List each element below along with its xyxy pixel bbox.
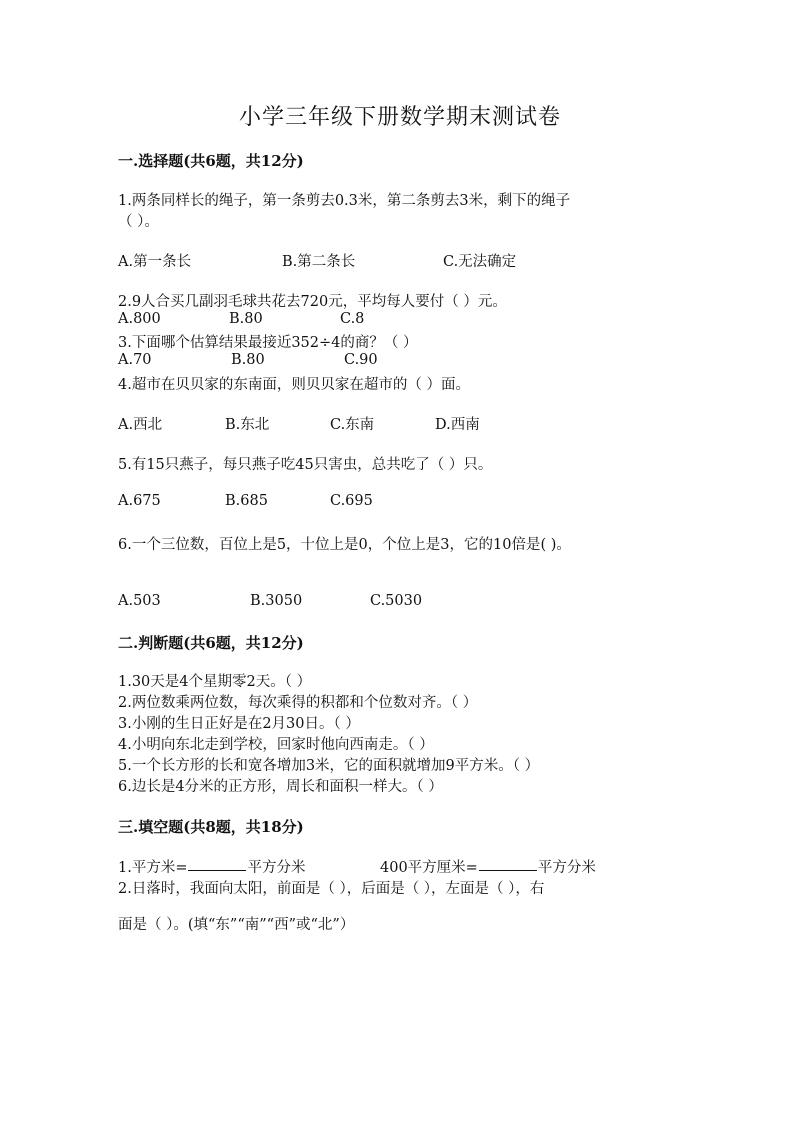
question-6-option-b[interactable]: B.3050: [250, 593, 303, 609]
question-5-option-a[interactable]: A.675: [118, 493, 161, 509]
question-6-option-a[interactable]: A.503: [118, 593, 161, 609]
question-5-option-b[interactable]: B.685: [225, 493, 268, 509]
question-6-option-c[interactable]: C.5030: [370, 593, 423, 609]
judgement-item-4: 4.小明向东北走到学校，回家时他向西南走。（ ）: [118, 737, 434, 753]
question-3-option-a[interactable]: A.70: [118, 352, 152, 368]
judgement-item-6: 6.边长是4分米的正方形，周长和面积一样大。（ ）: [118, 779, 443, 795]
question-4-option-b[interactable]: B.东北: [225, 417, 270, 433]
fill-question-2-line2: 面是（ ）。(填“东”“南”“西”或“北”）: [118, 917, 355, 933]
question-4-option-d[interactable]: D.西南: [435, 417, 480, 433]
question-5-option-c[interactable]: C.695: [330, 493, 373, 509]
question-3-stem: 3.下面哪个估算结果最接近352÷4的商？（ ）: [118, 335, 418, 351]
question-3-option-b[interactable]: B.80: [231, 352, 265, 368]
question-3-option-c[interactable]: C.90: [344, 352, 378, 368]
question-6-stem: 6.一个三位数，百位上是5，十位上是0，个位上是3，它的10倍是( )。: [118, 537, 571, 553]
answer-blank[interactable]: [479, 869, 537, 871]
fill-question-2-line1: 2.日落时，我面向太阳，前面是（ ），后面是（ ），左面是（ ），右: [118, 881, 545, 897]
judgement-item-1: 1.30天是4个星期零2天。（ ）: [118, 674, 312, 690]
section-heading-choice: 一.选择题(共6题，共12分): [118, 152, 304, 170]
question-4-stem: 4.超市在贝贝家的东南面，则贝贝家在超市的（ ）面。: [118, 377, 470, 393]
question-2-option-b[interactable]: B.80: [229, 311, 263, 327]
judgement-item-3: 3.小刚的生日正好是在2月30日。（ ）: [118, 716, 360, 732]
question-2-option-c[interactable]: C.8: [340, 311, 365, 327]
fill-1a-prefix: 1.平方米=: [118, 860, 188, 876]
question-1-option-a[interactable]: A.第一条长: [118, 254, 192, 270]
question-1-option-c[interactable]: C.无法确定: [443, 254, 517, 270]
question-4-option-a[interactable]: A.西北: [118, 417, 163, 433]
fill-1b-suffix: 平方分米: [537, 860, 596, 876]
question-1-stem-cont: （ ）。: [118, 214, 159, 230]
fill-1a-suffix: 平方分米: [247, 860, 306, 876]
fill-1b-prefix: 400平方厘米=: [380, 860, 478, 876]
section-heading-fill: 三.填空题(共8题，共18分): [118, 818, 304, 836]
question-1-option-b[interactable]: B.第二条长: [282, 254, 356, 270]
fill-question-1a: [118, 856, 305, 877]
question-1-stem: 1.两条同样长的绳子，第一条剪去0.3米，第二条剪去3米，剩下的绳子: [118, 193, 571, 209]
fill-question-1b: [380, 856, 596, 877]
question-2-option-a[interactable]: A.800: [118, 311, 161, 327]
section-heading-judgement: 二.判断题(共6题，共12分): [118, 634, 304, 652]
answer-blank[interactable]: [188, 869, 246, 871]
judgement-item-2: 2.两位数乘两位数，每次乘得的积都和个位数对齐。（ ）: [118, 695, 478, 711]
page-title: 小学三年级下册数学期末测试卷: [238, 105, 561, 130]
judgement-item-5: 5.一个长方形的长和宽各增加3米，它的面积就增加9平方米。（ ）: [118, 758, 540, 774]
question-2-stem: 2.9人合买几副羽毛球共花去720元，平均每人要付（ ）元。: [118, 294, 507, 310]
question-4-option-c[interactable]: C.东南: [330, 417, 375, 433]
question-5-stem: 5.有15只燕子，每只燕子吃45只害虫，总共吃了（ ）只。: [118, 457, 493, 473]
